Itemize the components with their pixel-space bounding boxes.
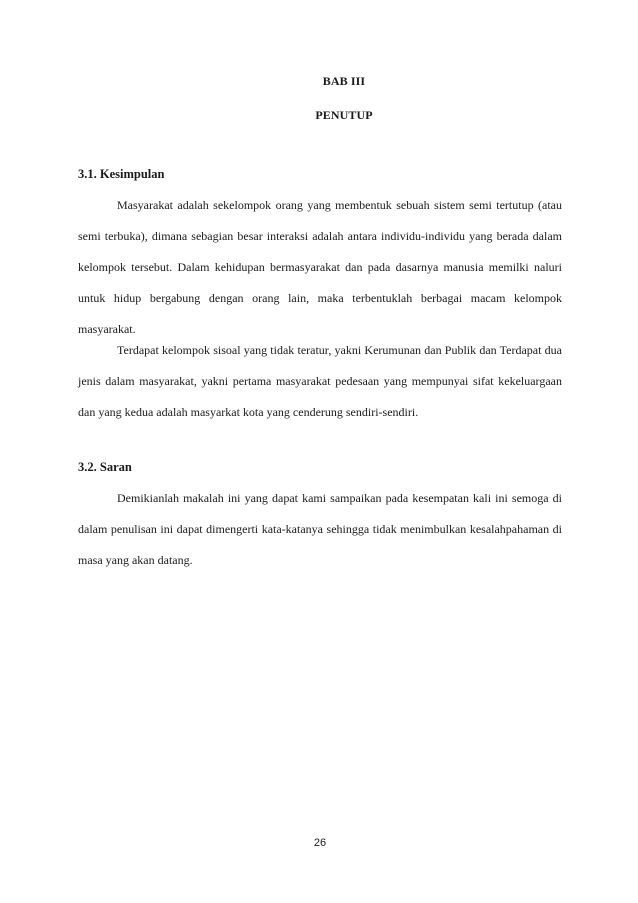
chapter-label: BAB III [322, 74, 366, 88]
paragraph: Demikianlah makalah ini yang dapat kami sampaikan pada kesempatan kali ini semoga di dalam penulisan ini dapat dimengerti kata-katanya sehingga tidak menimbulkan kesalahpahaman di masa yang akan datang. [78, 491, 562, 567]
page-number: 26 [313, 837, 327, 849]
chapter-title: PENUTUP [315, 108, 373, 122]
section-title-kesimpulan: 3.1. Kesimpulan [78, 167, 165, 181]
paragraph: Terdapat kelompok sisoal yang tidak teratur, yakni Kerumunan dan Publik dan Terdapat dua jenis dalam masyarakat, yakni pertama masyarakat pedesaan yang mempunyai sifat kekeluargaan dan yang kedua adalah masyarkat kota yang cenderung sendiri-sendiri. [78, 343, 562, 419]
paragraph: Masyarakat adalah sekelompok orang yang membentuk sebuah sistem semi tertutup (atau semi terbuka), dimana sebagian besar interaksi adalah antara individu-individu yang berada dalam kelompok tersebut. Dalam kehidupan bermasyarakat dan pada dasarnya manusia memilki naluri untuk hidup bergabung dengan orang lain, maka terbentuklah berbagai macam kelompok masyarakat. [78, 198, 562, 336]
section-title-saran: 3.2. Saran [78, 460, 132, 474]
